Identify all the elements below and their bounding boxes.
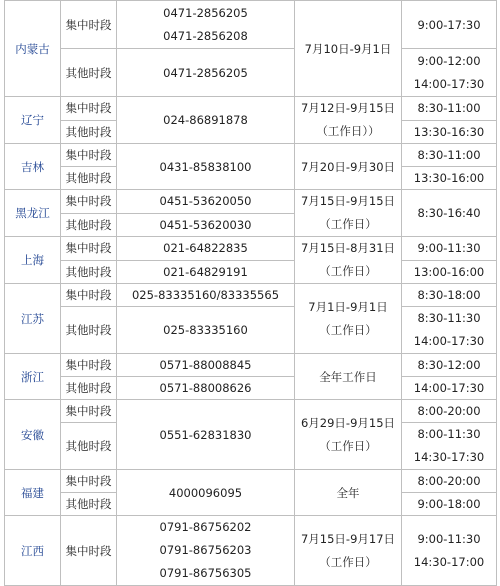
hours-cell: 8:30-11:00 (402, 97, 497, 121)
period-note: （工作日） (319, 554, 377, 569)
phone-cell: 4000096095 (117, 470, 295, 516)
phone-number: 0791-86756305 (159, 566, 252, 580)
province-cell: 江苏 (5, 284, 61, 354)
hours-text: 9:00-12:00 (417, 53, 481, 68)
hours-text: 8:00-11:30 (417, 427, 481, 441)
hours-cell: 13:30-16:00 (402, 167, 497, 190)
segment-type: 其他时段 (61, 307, 117, 354)
segment-type: 集中时段 (61, 284, 117, 307)
segment-type: 集中时段 (61, 400, 117, 423)
hours-cell: 8:00-20:00 (402, 470, 497, 493)
hours-cell (402, 516, 497, 586)
segment-type: 集中时段 (61, 97, 117, 121)
phone-cell: 025-83335160 (117, 307, 295, 354)
table-row (5, 97, 497, 121)
hours-cell: 8:30-12:00 (402, 354, 497, 377)
table-row (5, 377, 497, 400)
period-note: （工作日） (319, 264, 377, 278)
segment-type: 其他时段 (61, 423, 117, 470)
province-cell: 黑龙江 (5, 190, 61, 237)
table-row (5, 400, 497, 423)
period-cell (295, 1, 402, 97)
table-row (5, 190, 497, 214)
phone-cell: 0571-88008845 (117, 354, 295, 377)
phone-cell: 0571-88008626 (117, 377, 295, 400)
table-row (5, 260, 497, 284)
hours-text: 14:00-17:30 (413, 334, 485, 348)
table-row (5, 516, 497, 586)
phone-cell: 0451-53620030 (117, 213, 295, 237)
period-text: 7月15日-8月31日 (300, 241, 396, 255)
contact-table (4, 0, 497, 586)
table-row (5, 470, 497, 493)
segment-type: 其他时段 (61, 49, 117, 97)
segment-type: 其他时段 (61, 120, 117, 144)
province-cell: 吉林 (5, 144, 61, 190)
province-cell: 江西 (5, 516, 61, 586)
table-row (5, 237, 497, 261)
hours-cell: 8:30-11:00 (402, 144, 497, 167)
segment-type: 其他时段 (61, 213, 117, 237)
phone-number: 0471-2856205 (163, 65, 248, 80)
period-cell (295, 516, 402, 586)
table-row (5, 307, 497, 354)
phone-cell: 021-64829191 (117, 260, 295, 284)
segment-type: 集中时段 (61, 354, 117, 377)
segment-type: 集中时段 (61, 1, 117, 49)
segment-type: 其他时段 (61, 493, 117, 516)
hours-cell: 14:00-17:30 (402, 377, 497, 400)
hours-text: 8:30-11:30 (417, 311, 481, 325)
hours-cell: 13:30-16:30 (402, 120, 497, 144)
period-text: 7月15日-9月17日 (300, 531, 396, 546)
period-text: 7月10日-9月1日 (304, 41, 392, 56)
segment-type: 其他时段 (61, 167, 117, 190)
table-body (5, 1, 497, 586)
period-cell: 7月20日-9月30日 (295, 144, 402, 190)
segment-type: 集中时段 (61, 144, 117, 167)
hours-cell (402, 307, 497, 354)
table-row (5, 1, 497, 49)
table-row (5, 49, 497, 97)
province-cell: 福建 (5, 470, 61, 516)
period-cell (295, 97, 402, 144)
hours-cell: 8:30-16:40 (402, 190, 497, 237)
period-text: 7月12日-9月15日 (300, 101, 396, 115)
hours-text: 9:00-17:30 (417, 17, 481, 32)
segment-type: 集中时段 (61, 190, 117, 214)
phone-cell (117, 516, 295, 586)
period-text: 7月1日-9月1日 (308, 299, 388, 314)
province-cell: 上海 (5, 237, 61, 284)
period-cell (295, 190, 402, 237)
period-note: （工作日） (319, 217, 377, 231)
hours-text: 14:00-17:30 (413, 76, 485, 91)
phone-cell (117, 49, 295, 97)
phone-cell: 0551-62831830 (117, 400, 295, 470)
province-cell: 浙江 (5, 354, 61, 400)
phone-number: 0471-2856208 (163, 28, 248, 43)
period-cell (295, 284, 402, 354)
hours-cell: 13:00-16:00 (402, 260, 497, 284)
hours-text: 9:00-11:30 (417, 531, 481, 546)
hours-cell (402, 1, 497, 49)
period-cell: 全年工作日 (295, 354, 402, 400)
period-cell: 全年 (295, 470, 402, 516)
period-cell (295, 400, 402, 470)
hours-cell (402, 423, 497, 470)
phone-number: 0471-2856205 (163, 5, 248, 20)
period-note: （工作日） (319, 322, 377, 337)
phone-cell: 021-64822835 (117, 237, 295, 261)
phone-number: 024-86891878 (163, 113, 248, 127)
hours-cell: 9:00-11:30 (402, 237, 497, 261)
table-row (5, 354, 497, 377)
period-note: （工作日）） (316, 124, 380, 138)
hours-cell: 8:00-20:00 (402, 400, 497, 423)
hours-text: 14:30-17:00 (413, 554, 485, 569)
phone-cell: 025-83335160/83335565 (117, 284, 295, 307)
province-cell: 安徽 (5, 400, 61, 470)
table-row (5, 144, 497, 167)
phone-cell (117, 97, 295, 144)
table-row (5, 284, 497, 307)
period-text: 7月15日-9月15日 (300, 194, 396, 208)
hours-text: 14:30-17:30 (413, 450, 485, 464)
segment-type: 集中时段 (61, 470, 117, 493)
segment-type: 其他时段 (61, 377, 117, 400)
segment-type: 集中时段 (61, 516, 117, 586)
hours-cell (402, 49, 497, 97)
period-note: （工作日） (319, 438, 377, 453)
hours-cell: 9:00-18:00 (402, 493, 497, 516)
province-cell: 内蒙古 (5, 1, 61, 97)
phone-cell: 0431-85838100 (117, 144, 295, 190)
period-cell (295, 237, 402, 284)
phone-number: 0791-86756203 (159, 543, 252, 557)
province-cell: 辽宁 (5, 97, 61, 144)
hours-cell: 8:30-18:00 (402, 284, 497, 307)
phone-cell (117, 1, 295, 49)
segment-type: 其他时段 (61, 260, 117, 284)
phone-cell: 0451-53620050 (117, 190, 295, 214)
period-text: 6月29日-9月15日 (300, 415, 396, 430)
phone-number: 0791-86756202 (159, 520, 252, 534)
segment-type: 集中时段 (61, 237, 117, 261)
